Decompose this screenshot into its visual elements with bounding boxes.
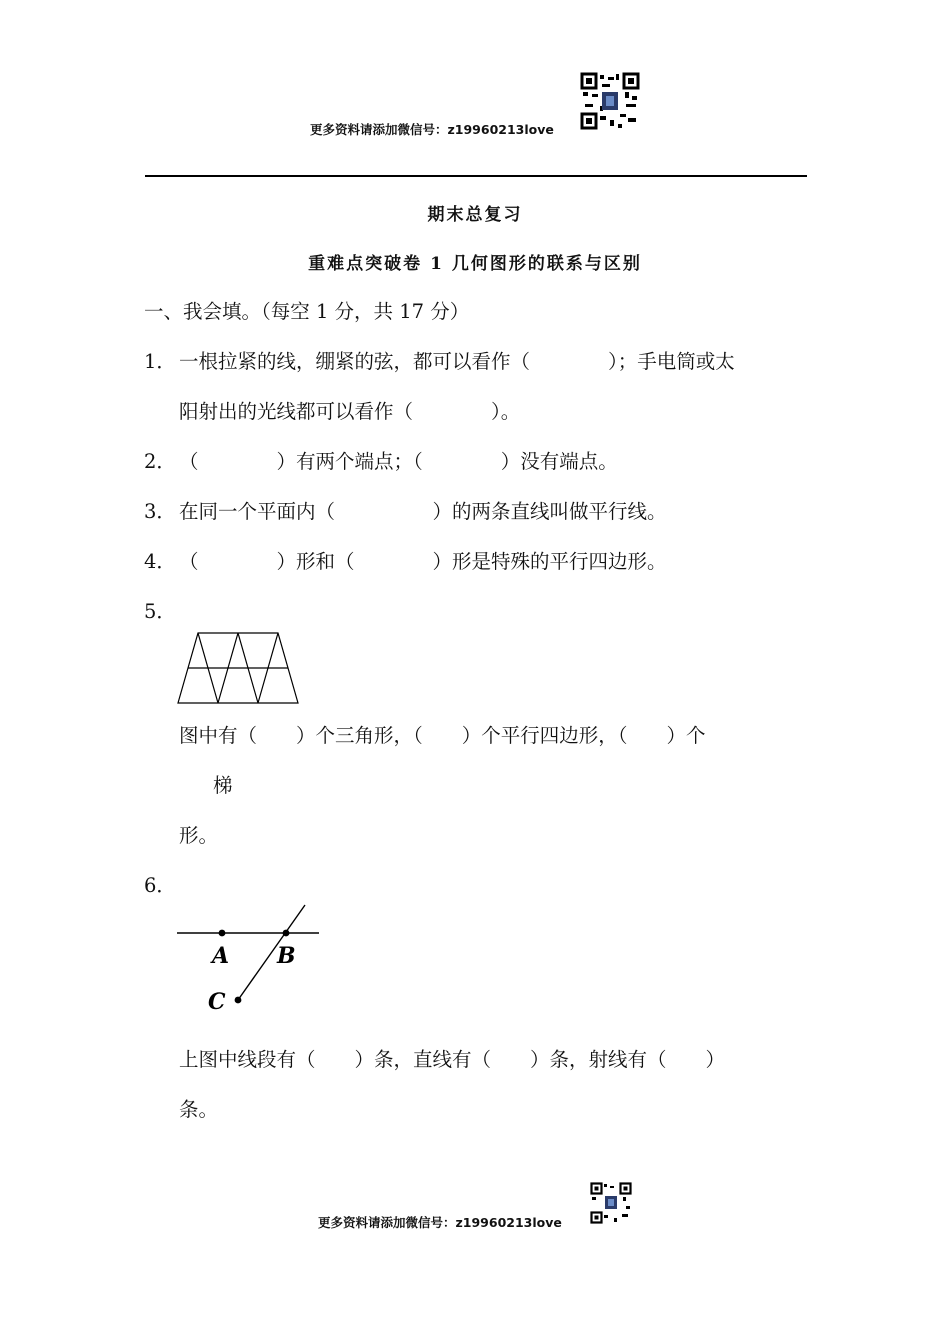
footer-wechat-text: 更多资料请添加微信号：z19960213love [318,1215,562,1230]
page-title: 期末总复习 [427,205,523,225]
q4-number: 4． [144,550,176,573]
q6-point-b [283,930,290,937]
q6-label-c: C [208,989,226,1014]
q3-number: 3． [144,500,176,523]
q6-label-b: B [277,943,296,969]
q3-text: 在同一个平面内（ ）的两条直线叫做平行线。 [179,500,667,523]
q6-point-c [235,997,242,1004]
section-heading: 一、我会填。（每空 1 分，共 17 分） [144,300,470,323]
q5-number: 5． [144,600,176,623]
q6-line-figure [175,902,325,1014]
q1-line1: 一根拉紧的线，绷紧的弦，都可以看作（ ）；手电筒或太 [179,350,735,373]
q5-line2: 梯 [213,774,233,797]
q1-number: 1． [144,350,176,373]
q5-line3: 形。 [179,824,219,847]
q5-line1: 图中有（ ）个三角形，（ ）个平行四边形，（ ）个 [179,724,706,747]
q6-line1: 上图中线段有（ ）条，直线有（ ）条，射线有（ ） [179,1048,726,1071]
header-divider [145,175,807,177]
page-subtitle: 重难点突破卷 1 几何图形的联系与区别 [308,254,642,274]
header-wechat-text: 更多资料请添加微信号：z19960213love [310,122,554,137]
q6-label-a: A [212,943,230,969]
footer-qr-code [590,1182,632,1224]
header-qr-code [580,72,640,130]
q2-text: （ ）有两个端点；（ ）没有端点。 [179,450,618,473]
q5-triangle-figure [175,630,303,706]
q6-number: 6． [144,874,176,897]
q4-text: （ ）形和（ ）形是特殊的平行四边形。 [179,550,667,573]
q6-line2: 条。 [179,1098,219,1121]
q1-line2: 阳射出的光线都可以看作（ ）。 [179,400,521,423]
q2-number: 2． [144,450,176,473]
q6-point-a [219,930,226,937]
